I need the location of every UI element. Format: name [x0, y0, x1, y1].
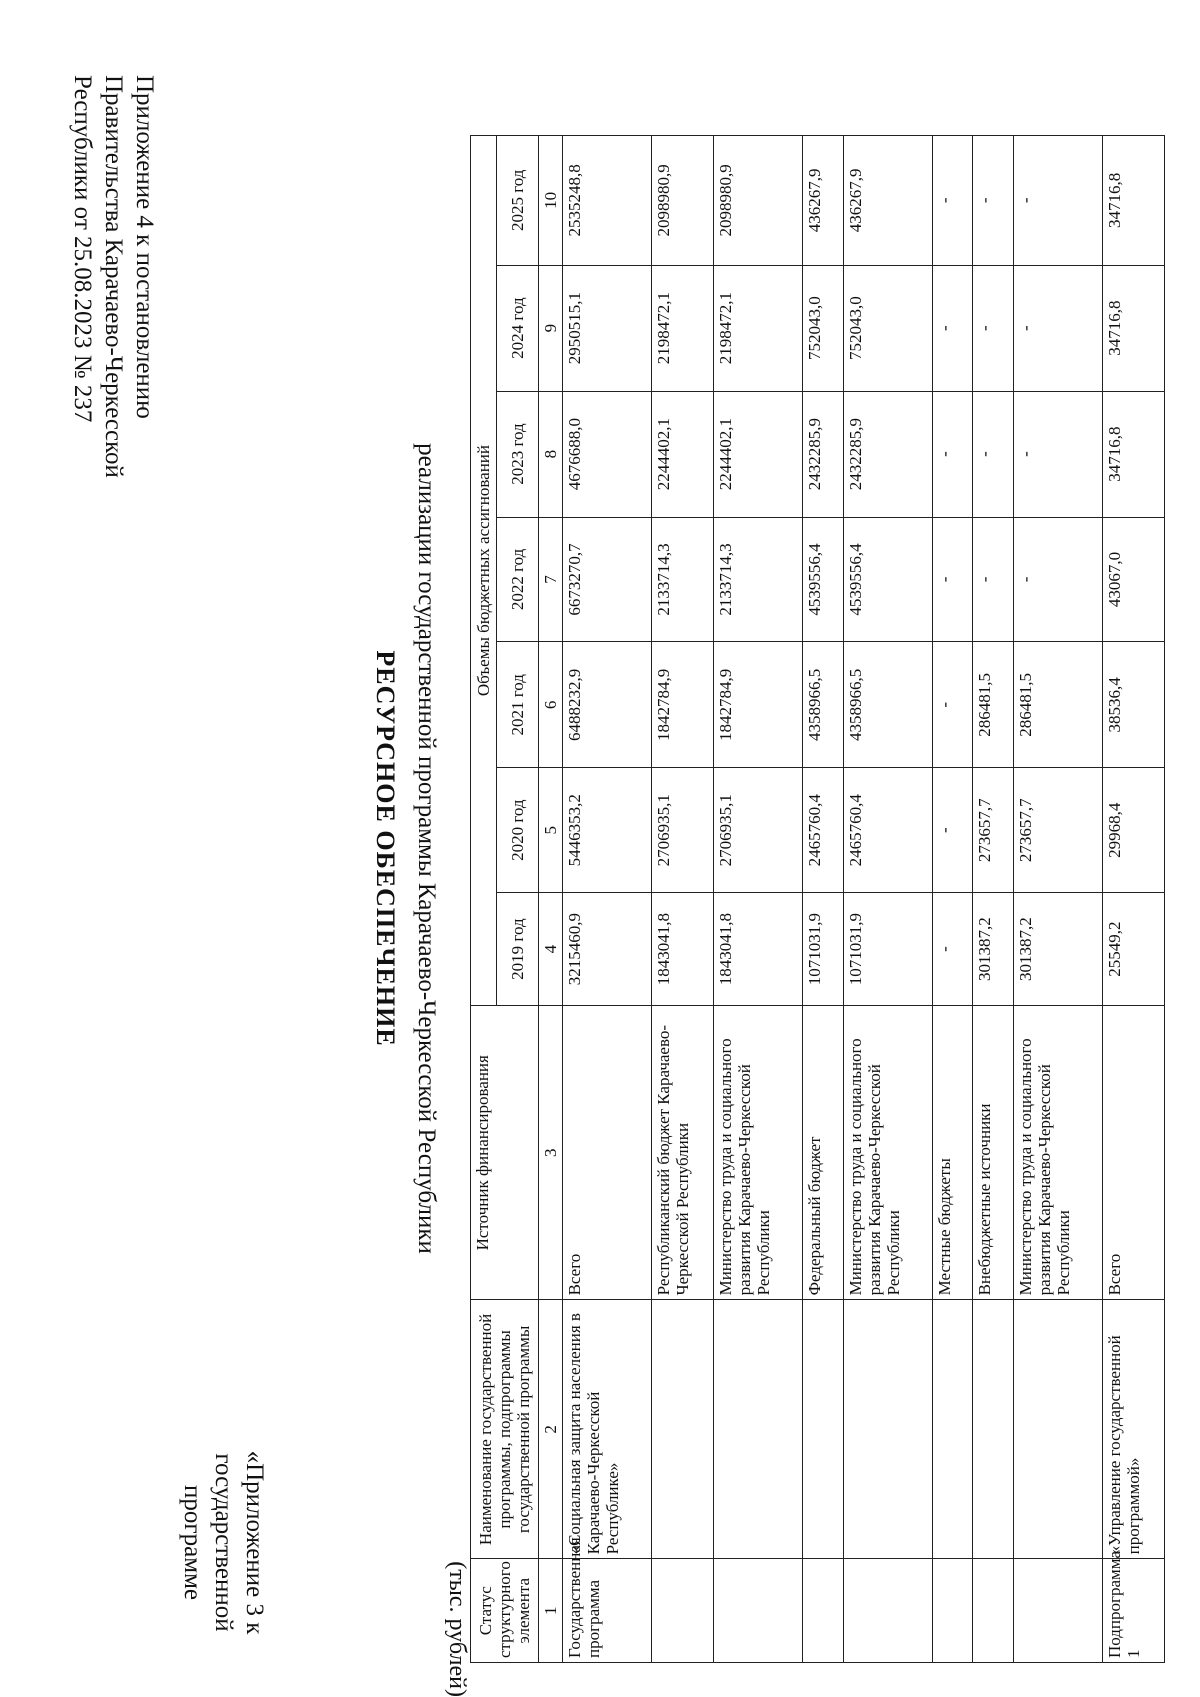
- header-year: 2020 год: [497, 768, 539, 893]
- cell-name: [803, 1300, 843, 1559]
- table-row: [803, 136, 843, 1663]
- cell-value: 752043,0: [843, 265, 932, 391]
- cell-source: Местные бюджеты: [933, 1006, 973, 1300]
- cell-value: -: [933, 136, 973, 266]
- table-row: [1013, 136, 1102, 1663]
- cell-value: 273657,7: [973, 768, 1013, 893]
- document-subtitle: реализации государственной программы Карачаево-Черкесской Республики: [413, 443, 440, 1254]
- column-number: 3: [539, 1006, 563, 1300]
- cell-value: -: [1013, 517, 1102, 642]
- cell-value: 1843041,8: [652, 893, 714, 1006]
- cell-value: 34716,8: [1102, 265, 1164, 391]
- cell-source: Министерство труда и социального развития Карачаево-Черкесской Республики: [714, 1006, 803, 1300]
- cell-value: 5446353,2: [563, 768, 652, 893]
- cell-status: [933, 1559, 973, 1663]
- cell-value: 4358966,5: [843, 642, 932, 768]
- cell-name: «Управление государственной программой»: [1102, 1300, 1164, 1559]
- cell-name: [933, 1300, 973, 1559]
- annex-4-line: Правительства Карачаево-Черкесской: [100, 75, 127, 478]
- cell-value: -: [933, 391, 973, 517]
- cell-value: 436267,9: [803, 136, 843, 266]
- cell-source: Всего: [563, 1006, 652, 1300]
- cell-value: 2244402,1: [714, 391, 803, 517]
- column-number: 7: [539, 517, 563, 642]
- table-row: [973, 136, 1013, 1663]
- header-year: 2019 год: [497, 893, 539, 1006]
- cell-value: 2133714,3: [714, 517, 803, 642]
- annex-4-line: Республики от 25.08.2023 № 237: [69, 75, 96, 423]
- cell-name: [714, 1300, 803, 1559]
- cell-value: 43067,0: [1102, 517, 1164, 642]
- cell-value: 2244402,1: [652, 391, 714, 517]
- cell-source: Федеральный бюджет: [803, 1006, 843, 1300]
- cell-value: 273657,7: [1013, 768, 1102, 893]
- cell-source: Всего: [1102, 1006, 1164, 1300]
- header-source: Источник финансирования: [471, 1006, 539, 1300]
- cell-name: [652, 1300, 714, 1559]
- cell-value: -: [933, 265, 973, 391]
- annex-4-note: [67, 75, 160, 655]
- annex-4-line: Приложение 4 к постановлению: [131, 75, 158, 419]
- cell-value: 301387,2: [1013, 893, 1102, 1006]
- table-row: [1102, 136, 1164, 1663]
- cell-name: [843, 1300, 932, 1559]
- cell-value: 38536,4: [1102, 642, 1164, 768]
- column-number: 6: [539, 642, 563, 768]
- cell-value: 25549,2: [1102, 893, 1164, 1006]
- column-number: 5: [539, 768, 563, 893]
- cell-value: -: [1013, 136, 1102, 266]
- cell-value: 4539556,4: [803, 517, 843, 642]
- cell-status: Подпрограмма 1: [1102, 1559, 1164, 1663]
- cell-value: 4358966,5: [803, 642, 843, 768]
- cell-source: Министерство труда и социального развития Карачаево-Черкесской Республики: [1013, 1006, 1102, 1300]
- cell-status: [652, 1559, 714, 1663]
- cell-value: -: [1013, 265, 1102, 391]
- cell-name: [973, 1300, 1013, 1559]
- header-name: Наименование государственной программы, подпрограммы государственной программы: [471, 1300, 539, 1559]
- budget-table: [470, 135, 1165, 1663]
- cell-status: [973, 1559, 1013, 1663]
- cell-value: 3215460,9: [563, 893, 652, 1006]
- cell-value: 286481,5: [1013, 642, 1102, 768]
- cell-source: Республиканский бюджет Карачаево-Черкесской Республики: [652, 1006, 714, 1300]
- column-number: 10: [539, 136, 563, 266]
- cell-value: -: [933, 768, 973, 893]
- cell-value: 2432285,9: [803, 391, 843, 517]
- header-status: Статус структурного элемента: [471, 1559, 539, 1663]
- cell-value: -: [1013, 391, 1102, 517]
- cell-value: 2706935,1: [652, 768, 714, 893]
- column-number: 8: [539, 391, 563, 517]
- cell-value: 2133714,3: [652, 517, 714, 642]
- cell-value: 2465760,4: [803, 768, 843, 893]
- annex-3-line: «Приложение 3 к: [241, 1450, 268, 1635]
- table-row: [933, 136, 973, 1663]
- cell-value: 1071031,9: [803, 893, 843, 1006]
- cell-value: -: [933, 893, 973, 1006]
- cell-value: 6673270,7: [563, 517, 652, 642]
- header-year: 2024 год: [497, 265, 539, 391]
- cell-value: 29968,4: [1102, 768, 1164, 893]
- column-number: 9: [539, 265, 563, 391]
- cell-name: [1013, 1300, 1102, 1559]
- cell-source: Министерство труда и социального развития Карачаево-Черкесской Республики: [843, 1006, 932, 1300]
- cell-status: Государственная программа: [563, 1559, 652, 1663]
- cell-value: 2098980,9: [652, 136, 714, 266]
- cell-status: [1013, 1559, 1102, 1663]
- column-number: 1: [539, 1559, 563, 1663]
- cell-value: 2098980,9: [714, 136, 803, 266]
- cell-value: 34716,8: [1102, 391, 1164, 517]
- cell-value: 4676688,0: [563, 391, 652, 517]
- annex-3-note: [177, 1395, 270, 1690]
- cell-value: 436267,9: [843, 136, 932, 266]
- cell-value: 2535248,8: [563, 136, 652, 266]
- cell-value: 1071031,9: [843, 893, 932, 1006]
- cell-value: -: [973, 391, 1013, 517]
- cell-value: 2198472,1: [652, 265, 714, 391]
- header-volumes: Объемы бюджетных ассигнований: [471, 136, 497, 1006]
- header-year: 2021 год: [497, 642, 539, 768]
- header-year: 2025 год: [497, 136, 539, 266]
- header-year: 2023 год: [497, 391, 539, 517]
- document-title: РЕСУРСНОЕ ОБЕСПЕЧЕНИЕ: [371, 650, 400, 1047]
- cell-source: Внебюджетные источники: [973, 1006, 1013, 1300]
- cell-value: -: [973, 136, 1013, 266]
- cell-value: 2706935,1: [714, 768, 803, 893]
- cell-value: 6488232,9: [563, 642, 652, 768]
- column-number: 4: [539, 893, 563, 1006]
- cell-value: 1842784,9: [714, 642, 803, 768]
- cell-status: [803, 1559, 843, 1663]
- table-row: [652, 136, 714, 1663]
- cell-value: 2950515,1: [563, 265, 652, 391]
- units-label: (тыс. рублей): [444, 1561, 470, 1697]
- cell-value: 2198472,1: [714, 265, 803, 391]
- table-body: [563, 136, 1165, 1663]
- cell-value: 752043,0: [803, 265, 843, 391]
- cell-value: -: [973, 517, 1013, 642]
- header-year: 2022 год: [497, 517, 539, 642]
- cell-value: 2432285,9: [843, 391, 932, 517]
- table-row: [714, 136, 803, 1663]
- column-number: 2: [539, 1300, 563, 1559]
- annex-3-line: государственной программе: [179, 1453, 237, 1632]
- cell-value: 34716,8: [1102, 136, 1164, 266]
- table-row: [843, 136, 932, 1663]
- cell-value: 4539556,4: [843, 517, 932, 642]
- cell-value: -: [933, 517, 973, 642]
- cell-status: [714, 1559, 803, 1663]
- cell-value: 301387,2: [973, 893, 1013, 1006]
- cell-value: 286481,5: [973, 642, 1013, 768]
- cell-value: -: [933, 642, 973, 768]
- table-row: [563, 136, 652, 1663]
- cell-value: -: [973, 265, 1013, 391]
- cell-value: 1842784,9: [652, 642, 714, 768]
- cell-value: 1843041,8: [714, 893, 803, 1006]
- cell-name: «Социальная защита населения в Карачаево-Черкесской Республике»: [563, 1300, 652, 1559]
- cell-value: 2465760,4: [843, 768, 932, 893]
- cell-status: [843, 1559, 932, 1663]
